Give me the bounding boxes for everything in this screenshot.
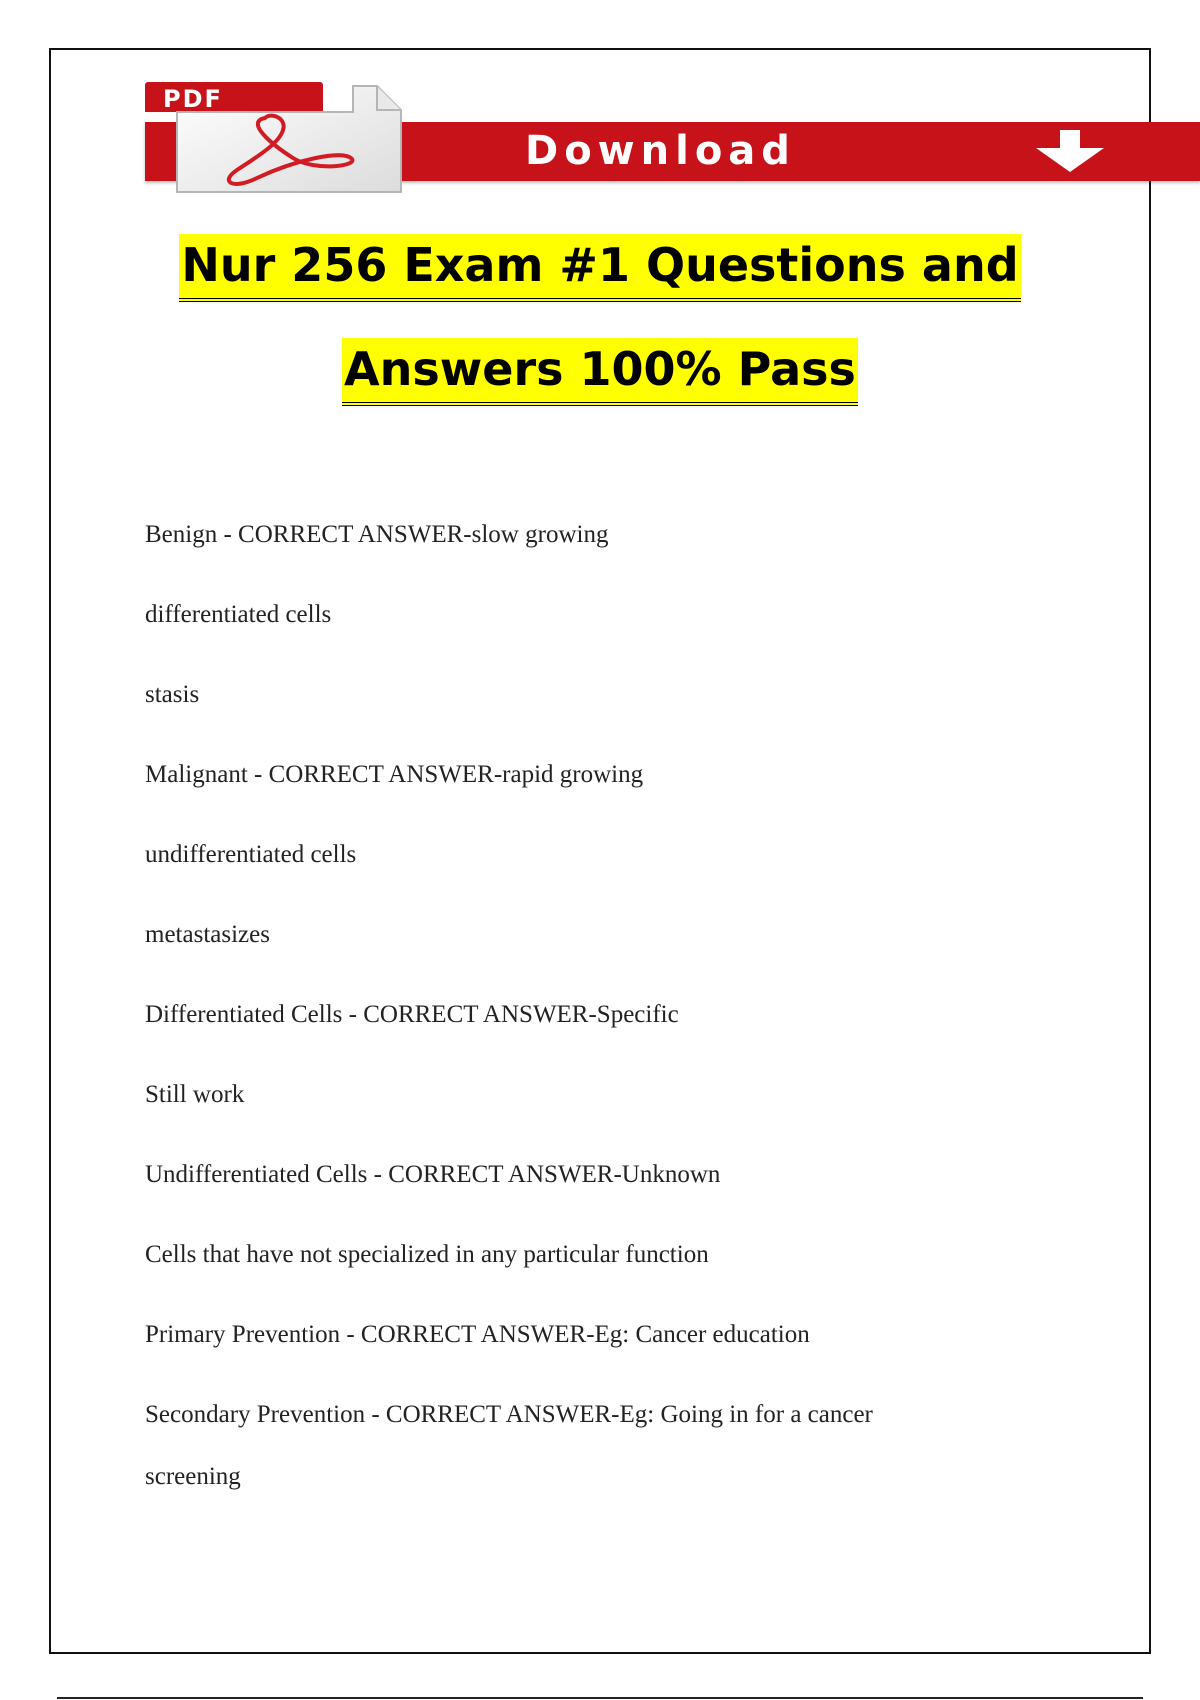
qa-line: screening xyxy=(145,1463,241,1490)
qa-line: Secondary Prevention - CORRECT ANSWER-Eg: Going in for a cancer xyxy=(145,1401,873,1428)
qa-line: Benign - CORRECT ANSWER-slow growing xyxy=(145,521,609,548)
download-arrow-icon[interactable] xyxy=(1030,128,1110,174)
qa-line: Malignant - CORRECT ANSWER-rapid growing xyxy=(145,761,644,788)
qa-line: differentiated cells xyxy=(145,601,332,628)
qa-line: Still work xyxy=(145,1081,245,1108)
qa-line: metastasizes xyxy=(145,921,270,948)
pdf-document-icon xyxy=(175,82,403,194)
qa-line: Differentiated Cells - CORRECT ANSWER-Specific xyxy=(145,1001,679,1028)
qa-line: Cells that have not specialized in any particular function xyxy=(145,1241,709,1268)
document-title-line-2 xyxy=(0,342,1200,396)
pdf-label: PDF xyxy=(163,85,223,113)
document-title-line-1 xyxy=(0,238,1200,292)
download-banner[interactable] xyxy=(145,78,1200,198)
pdf-file-icon xyxy=(145,78,415,198)
title-highlight-2: Answers 100% Pass xyxy=(342,338,858,406)
qa-line: stasis xyxy=(145,681,200,708)
bottom-rule xyxy=(57,1697,1143,1699)
qa-line: undifferentiated cells xyxy=(145,841,357,868)
qa-line: Undifferentiated Cells - CORRECT ANSWER-Unknown xyxy=(145,1161,721,1188)
qa-line: Primary Prevention - CORRECT ANSWER-Eg: Cancer education xyxy=(145,1321,810,1348)
qa-content xyxy=(145,520,1045,1542)
title-highlight-1: Nur 256 Exam #1 Questions and xyxy=(179,234,1020,302)
download-label[interactable]: Download xyxy=(525,128,796,174)
